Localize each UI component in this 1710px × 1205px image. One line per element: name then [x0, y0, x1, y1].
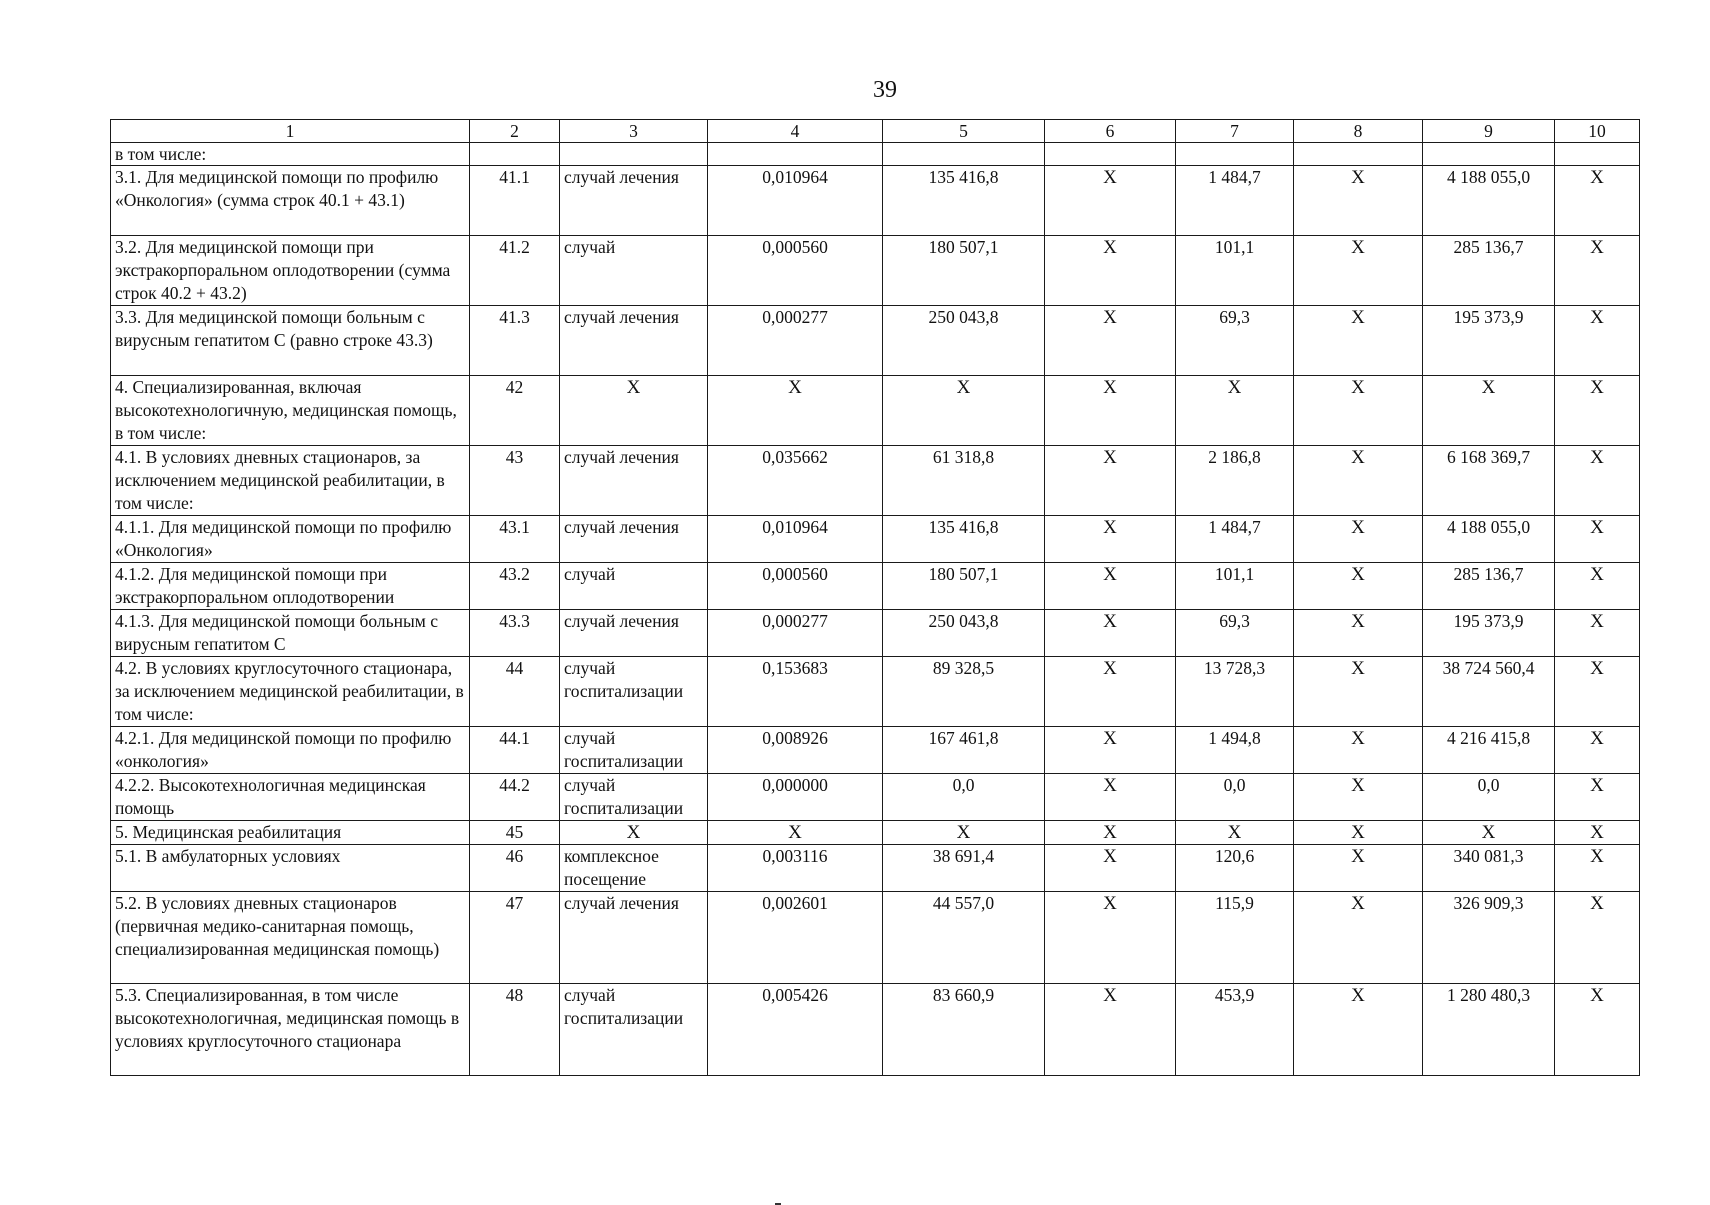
value-col-9: 4 216 415,8 [1423, 727, 1555, 774]
line-number: 47 [470, 892, 560, 984]
table-row [111, 166, 1640, 236]
value-col-8: X [1294, 306, 1423, 376]
table-row [111, 657, 1640, 727]
subheader-row [111, 143, 1640, 166]
value-col-6: X [1045, 306, 1176, 376]
table-row [111, 516, 1640, 563]
value-col-9: X [1423, 376, 1555, 446]
value-col-4: 0,005426 [708, 984, 883, 1076]
table-row [111, 306, 1640, 376]
unit-of-measure: случай госпитализации [560, 727, 708, 774]
line-number: 42 [470, 376, 560, 446]
unit-of-measure: X [560, 821, 708, 845]
value-col-4: 0,000277 [708, 306, 883, 376]
line-number: 43.2 [470, 563, 560, 610]
value-col-4: 0,000277 [708, 610, 883, 657]
value-col-4: 0,003116 [708, 845, 883, 892]
value-col-7: X [1176, 821, 1294, 845]
value-col-4: 0,000000 [708, 774, 883, 821]
value-col-8: X [1294, 446, 1423, 516]
value-col-10: X [1555, 563, 1640, 610]
value-col-6: X [1045, 892, 1176, 984]
line-number: 48 [470, 984, 560, 1076]
value-col-5: 167 461,8 [883, 727, 1045, 774]
value-col-10: X [1555, 446, 1640, 516]
value-col-7: 101,1 [1176, 236, 1294, 306]
value-col-6: X [1045, 236, 1176, 306]
row-label: 4. Специализированная, включая высокотехнологичную, медицинская помощь, в том числе: [111, 376, 470, 446]
value-col-6: X [1045, 774, 1176, 821]
line-number: 41.1 [470, 166, 560, 236]
value-col-7: 69,3 [1176, 306, 1294, 376]
value-col-7: 1 484,7 [1176, 166, 1294, 236]
value-col-10: X [1555, 892, 1640, 984]
value-col-9: 340 081,3 [1423, 845, 1555, 892]
page-number: 39 [873, 77, 897, 103]
unit-of-measure: случай [560, 563, 708, 610]
line-number: 41.2 [470, 236, 560, 306]
value-col-9: 4 188 055,0 [1423, 516, 1555, 563]
column-header: 2 [470, 120, 560, 143]
line-number: 46 [470, 845, 560, 892]
value-col-10: X [1555, 376, 1640, 446]
value-col-5: X [883, 376, 1045, 446]
value-col-7: 101,1 [1176, 563, 1294, 610]
value-col-7: 69,3 [1176, 610, 1294, 657]
row-label: 4.1.1. Для медицинской помощи по профилю «Онкология» [111, 516, 470, 563]
table-row [111, 984, 1640, 1076]
table-body [111, 120, 1640, 1076]
table-row [111, 610, 1640, 657]
value-col-10: X [1555, 166, 1640, 236]
value-col-9: 195 373,9 [1423, 306, 1555, 376]
value-col-7: 0,0 [1176, 774, 1294, 821]
value-col-8: X [1294, 516, 1423, 563]
value-col-8: X [1294, 727, 1423, 774]
data-table [110, 119, 1640, 1076]
value-col-5: 180 507,1 [883, 563, 1045, 610]
value-col-5: 89 328,5 [883, 657, 1045, 727]
line-number: 44.1 [470, 727, 560, 774]
value-col-9: 0,0 [1423, 774, 1555, 821]
value-col-8: X [1294, 166, 1423, 236]
value-col-9: 326 909,3 [1423, 892, 1555, 984]
value-col-8: X [1294, 984, 1423, 1076]
value-col-9: 4 188 055,0 [1423, 166, 1555, 236]
value-col-5: 135 416,8 [883, 516, 1045, 563]
value-col-6: X [1045, 657, 1176, 727]
value-col-9: 195 373,9 [1423, 610, 1555, 657]
line-number: 43 [470, 446, 560, 516]
line-number: 43.3 [470, 610, 560, 657]
value-col-7: 1 484,7 [1176, 516, 1294, 563]
subheader-label: в том числе: [111, 143, 470, 166]
unit-of-measure: случай лечения [560, 446, 708, 516]
column-header: 1 [111, 120, 470, 143]
value-col-7: 13 728,3 [1176, 657, 1294, 727]
column-header: 8 [1294, 120, 1423, 143]
table-row [111, 563, 1640, 610]
value-col-10: X [1555, 657, 1640, 727]
value-col-8: X [1294, 236, 1423, 306]
value-col-6: X [1045, 610, 1176, 657]
row-label: 5.1. В амбулаторных условиях [111, 845, 470, 892]
row-label: 4.1. В условиях дневных стационаров, за исключением медицинской реабилитации, в том числе: [111, 446, 470, 516]
value-col-5: 44 557,0 [883, 892, 1045, 984]
row-label: 3.3. Для медицинской помощи больным с вирусным гепатитом С (равно строке 43.3) [111, 306, 470, 376]
value-col-7: 2 186,8 [1176, 446, 1294, 516]
row-label: 4.2.2. Высокотехнологичная медицинская помощь [111, 774, 470, 821]
value-col-6: X [1045, 446, 1176, 516]
table-row [111, 892, 1640, 984]
value-col-4: 0,000560 [708, 236, 883, 306]
row-label: 5.2. В условиях дневных стационаров (первичная медико-санитарная помощь, специализированная медицинская помощь) [111, 892, 470, 984]
value-col-6: X [1045, 984, 1176, 1076]
value-col-6: X [1045, 821, 1176, 845]
row-label: 5. Медицинская реабилитация [111, 821, 470, 845]
row-label: 4.2.1. Для медицинской помощи по профилю «онкология» [111, 727, 470, 774]
table-row [111, 376, 1640, 446]
table-row [111, 236, 1640, 306]
value-col-7: 453,9 [1176, 984, 1294, 1076]
value-col-9: 1 280 480,3 [1423, 984, 1555, 1076]
value-col-7: X [1176, 376, 1294, 446]
value-col-8: X [1294, 821, 1423, 845]
row-label: 4.1.3. Для медицинской помощи больным с вирусным гепатитом С [111, 610, 470, 657]
value-col-5: 0,0 [883, 774, 1045, 821]
table-row [111, 845, 1640, 892]
value-col-4: X [708, 821, 883, 845]
unit-of-measure: случай лечения [560, 306, 708, 376]
value-col-7: 120,6 [1176, 845, 1294, 892]
value-col-6: X [1045, 563, 1176, 610]
value-col-5: 135 416,8 [883, 166, 1045, 236]
unit-of-measure: случай лечения [560, 516, 708, 563]
value-col-5: X [883, 821, 1045, 845]
unit-of-measure: случай лечения [560, 610, 708, 657]
table-row [111, 821, 1640, 845]
column-header: 4 [708, 120, 883, 143]
value-col-4: 0,008926 [708, 727, 883, 774]
value-col-8: X [1294, 774, 1423, 821]
table-row [111, 727, 1640, 774]
value-col-4: 0,010964 [708, 166, 883, 236]
value-col-10: X [1555, 516, 1640, 563]
value-col-10: X [1555, 821, 1640, 845]
table-row [111, 774, 1640, 821]
value-col-4: 0,035662 [708, 446, 883, 516]
row-label: 3.1. Для медицинской помощи по профилю «Онкология» (сумма строк 40.1 + 43.1) [111, 166, 470, 236]
unit-of-measure: комплексное посещение [560, 845, 708, 892]
value-col-4: 0,010964 [708, 516, 883, 563]
value-col-10: X [1555, 774, 1640, 821]
unit-of-measure: случай лечения [560, 892, 708, 984]
row-label: 4.2. В условиях круглосуточного стационара, за исключением медицинской реабилитации, в том числе: [111, 657, 470, 727]
line-number: 44 [470, 657, 560, 727]
value-col-8: X [1294, 845, 1423, 892]
value-col-10: X [1555, 845, 1640, 892]
column-header: 3 [560, 120, 708, 143]
value-col-10: X [1555, 610, 1640, 657]
column-header: 7 [1176, 120, 1294, 143]
line-number: 41.3 [470, 306, 560, 376]
value-col-4: X [708, 376, 883, 446]
column-header: 6 [1045, 120, 1176, 143]
unit-of-measure: X [560, 376, 708, 446]
value-col-9: 285 136,7 [1423, 563, 1555, 610]
value-col-9: X [1423, 821, 1555, 845]
value-col-5: 180 507,1 [883, 236, 1045, 306]
value-col-6: X [1045, 727, 1176, 774]
unit-of-measure: случай госпитализации [560, 657, 708, 727]
unit-of-measure: случай госпитализации [560, 984, 708, 1076]
value-col-8: X [1294, 892, 1423, 984]
column-header: 9 [1423, 120, 1555, 143]
value-col-6: X [1045, 845, 1176, 892]
value-col-4: 0,002601 [708, 892, 883, 984]
line-number: 45 [470, 821, 560, 845]
line-number: 44.2 [470, 774, 560, 821]
value-col-5: 61 318,8 [883, 446, 1045, 516]
value-col-9: 38 724 560,4 [1423, 657, 1555, 727]
value-col-5: 250 043,8 [883, 610, 1045, 657]
value-col-7: 115,9 [1176, 892, 1294, 984]
line-number: 43.1 [470, 516, 560, 563]
value-col-8: X [1294, 563, 1423, 610]
value-col-5: 83 660,9 [883, 984, 1045, 1076]
unit-of-measure: случай [560, 236, 708, 306]
column-number-row [111, 120, 1640, 143]
value-col-8: X [1294, 376, 1423, 446]
row-label: 5.3. Специализированная, в том числе высокотехнологичная, медицинская помощь в условиях круглосуточного стационара [111, 984, 470, 1076]
value-col-6: X [1045, 166, 1176, 236]
unit-of-measure: случай госпитализации [560, 774, 708, 821]
value-col-8: X [1294, 610, 1423, 657]
column-header: 10 [1555, 120, 1640, 143]
value-col-9: 285 136,7 [1423, 236, 1555, 306]
value-col-6: X [1045, 376, 1176, 446]
value-col-6: X [1045, 516, 1176, 563]
row-label: 3.2. Для медицинской помощи при экстракорпоральном оплодотворении (сумма строк 40.2 + 43.2) [111, 236, 470, 306]
value-col-5: 38 691,4 [883, 845, 1045, 892]
value-col-4: 0,000560 [708, 563, 883, 610]
column-header: 5 [883, 120, 1045, 143]
value-col-5: 250 043,8 [883, 306, 1045, 376]
value-col-4: 0,153683 [708, 657, 883, 727]
table-row [111, 446, 1640, 516]
value-col-10: X [1555, 306, 1640, 376]
value-col-7: 1 494,8 [1176, 727, 1294, 774]
unit-of-measure: случай лечения [560, 166, 708, 236]
value-col-10: X [1555, 984, 1640, 1076]
value-col-9: 6 168 369,7 [1423, 446, 1555, 516]
value-col-10: X [1555, 727, 1640, 774]
row-label: 4.1.2. Для медицинской помощи при экстракорпоральном оплодотворении [111, 563, 470, 610]
value-col-10: X [1555, 236, 1640, 306]
value-col-8: X [1294, 657, 1423, 727]
